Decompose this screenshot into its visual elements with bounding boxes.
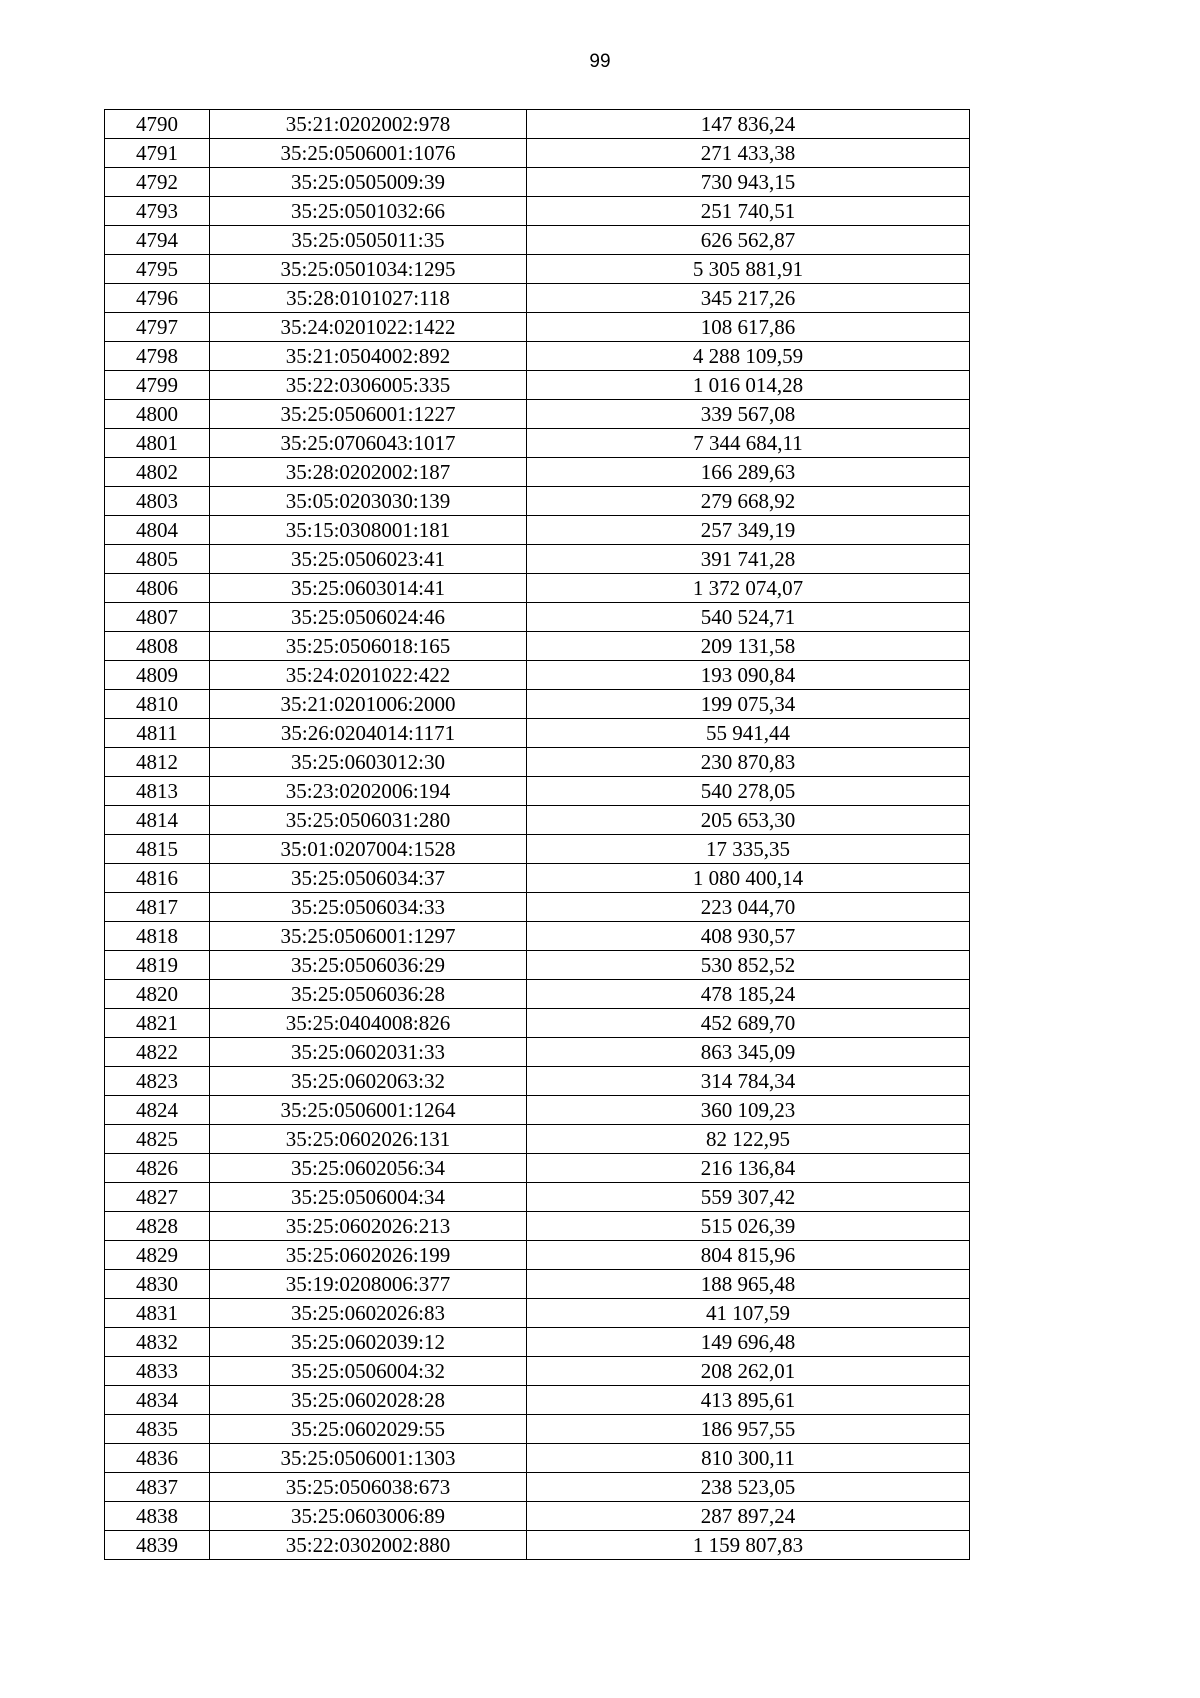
cadastral-number-cell: 35:21:0201006:2000 [210, 690, 527, 719]
table-row [105, 168, 970, 197]
row-number-cell: 4812 [105, 748, 210, 777]
table-row [105, 1009, 970, 1038]
table-row [105, 545, 970, 574]
row-number-cell: 4829 [105, 1241, 210, 1270]
cadastral-number-cell: 35:25:0404008:826 [210, 1009, 527, 1038]
cadastral-number-cell: 35:25:0506024:46 [210, 603, 527, 632]
cadastral-value-cell: 257 349,19 [527, 516, 970, 545]
row-number-cell: 4806 [105, 574, 210, 603]
table-row [105, 1067, 970, 1096]
cadastral-value-cell: 1 159 807,83 [527, 1531, 970, 1560]
row-number-cell: 4805 [105, 545, 210, 574]
cadastral-number-cell: 35:24:0201022:1422 [210, 313, 527, 342]
row-number-cell: 4796 [105, 284, 210, 313]
cadastral-value-cell: 251 740,51 [527, 197, 970, 226]
row-number-cell: 4790 [105, 110, 210, 139]
table-row [105, 342, 970, 371]
row-number-cell: 4793 [105, 197, 210, 226]
table-row [105, 1357, 970, 1386]
cadastral-value-cell: 287 897,24 [527, 1502, 970, 1531]
cadastral-number-cell: 35:19:0208006:377 [210, 1270, 527, 1299]
row-number-cell: 4821 [105, 1009, 210, 1038]
cadastral-value-cell: 4 288 109,59 [527, 342, 970, 371]
table-row [105, 835, 970, 864]
cadastral-number-cell: 35:25:0506038:673 [210, 1473, 527, 1502]
cadastral-value-cell: 55 941,44 [527, 719, 970, 748]
table-row [105, 806, 970, 835]
row-number-cell: 4804 [105, 516, 210, 545]
table-row [105, 1473, 970, 1502]
row-number-cell: 4823 [105, 1067, 210, 1096]
row-number-cell: 4797 [105, 313, 210, 342]
row-number-cell: 4813 [105, 777, 210, 806]
table-row [105, 1096, 970, 1125]
cadastral-number-cell: 35:25:0603014:41 [210, 574, 527, 603]
cadastral-number-cell: 35:21:0504002:892 [210, 342, 527, 371]
cadastral-value-cell: 530 852,52 [527, 951, 970, 980]
cadastral-value-cell: 238 523,05 [527, 1473, 970, 1502]
row-number-cell: 4836 [105, 1444, 210, 1473]
table-row [105, 313, 970, 342]
cadastral-value-cell: 41 107,59 [527, 1299, 970, 1328]
cadastral-number-cell: 35:25:0505011:35 [210, 226, 527, 255]
table-row [105, 1154, 970, 1183]
cadastral-number-cell: 35:25:0602026:199 [210, 1241, 527, 1270]
cadastral-number-cell: 35:26:0204014:1171 [210, 719, 527, 748]
table-row [105, 748, 970, 777]
row-number-cell: 4838 [105, 1502, 210, 1531]
cadastral-number-cell: 35:01:0207004:1528 [210, 835, 527, 864]
row-number-cell: 4792 [105, 168, 210, 197]
cadastral-number-cell: 35:25:0602039:12 [210, 1328, 527, 1357]
cadastral-value-cell: 7 344 684,11 [527, 429, 970, 458]
cadastral-value-cell: 149 696,48 [527, 1328, 970, 1357]
table-row [105, 1125, 970, 1154]
row-number-cell: 4791 [105, 139, 210, 168]
row-number-cell: 4814 [105, 806, 210, 835]
cadastral-number-cell: 35:25:0506034:33 [210, 893, 527, 922]
row-number-cell: 4800 [105, 400, 210, 429]
cadastral-value-cell: 216 136,84 [527, 1154, 970, 1183]
cadastral-number-cell: 35:25:0506001:1076 [210, 139, 527, 168]
cadastral-number-cell: 35:28:0202002:187 [210, 458, 527, 487]
row-number-cell: 4834 [105, 1386, 210, 1415]
table-row [105, 690, 970, 719]
cadastral-value-cell: 147 836,24 [527, 110, 970, 139]
row-number-cell: 4830 [105, 1270, 210, 1299]
row-number-cell: 4795 [105, 255, 210, 284]
table-row [105, 1038, 970, 1067]
cadastral-number-cell: 35:25:0506004:34 [210, 1183, 527, 1212]
cadastral-value-cell: 208 262,01 [527, 1357, 970, 1386]
cadastral-value-cell: 339 567,08 [527, 400, 970, 429]
cadastral-number-cell: 35:05:0203030:139 [210, 487, 527, 516]
table-row [105, 400, 970, 429]
table-row [105, 893, 970, 922]
cadastral-number-cell: 35:25:0602026:131 [210, 1125, 527, 1154]
cadastral-number-cell: 35:25:0506001:1227 [210, 400, 527, 429]
cadastral-number-cell: 35:25:0602056:34 [210, 1154, 527, 1183]
table-row [105, 458, 970, 487]
cadastral-value-cell: 186 957,55 [527, 1415, 970, 1444]
cadastral-number-cell: 35:25:0506004:32 [210, 1357, 527, 1386]
row-number-cell: 4831 [105, 1299, 210, 1328]
row-number-cell: 4826 [105, 1154, 210, 1183]
cadastral-number-cell: 35:25:0602029:55 [210, 1415, 527, 1444]
row-number-cell: 4824 [105, 1096, 210, 1125]
cadastral-value-cell: 1 080 400,14 [527, 864, 970, 893]
table-row [105, 1299, 970, 1328]
cadastral-number-cell: 35:23:0202006:194 [210, 777, 527, 806]
table-row [105, 226, 970, 255]
cadastral-number-cell: 35:22:0306005:335 [210, 371, 527, 400]
table-row [105, 255, 970, 284]
table-row [105, 777, 970, 806]
cadastral-value-cell: 5 305 881,91 [527, 255, 970, 284]
table-row [105, 516, 970, 545]
table-row [105, 603, 970, 632]
cadastral-number-cell: 35:25:0602026:213 [210, 1212, 527, 1241]
table-row [105, 980, 970, 1009]
cadastral-value-cell: 82 122,95 [527, 1125, 970, 1154]
cadastral-number-cell: 35:15:0308001:181 [210, 516, 527, 545]
table-row [105, 1241, 970, 1270]
table-row [105, 1183, 970, 1212]
row-number-cell: 4820 [105, 980, 210, 1009]
table-row [105, 284, 970, 313]
cadastral-value-cell: 540 278,05 [527, 777, 970, 806]
row-number-cell: 4822 [105, 1038, 210, 1067]
cadastral-value-cell: 1 016 014,28 [527, 371, 970, 400]
cadastral-value-cell: 391 741,28 [527, 545, 970, 574]
table-row [105, 922, 970, 951]
table-row [105, 1502, 970, 1531]
row-number-cell: 4837 [105, 1473, 210, 1502]
cadastral-number-cell: 35:25:0602063:32 [210, 1067, 527, 1096]
cadastral-number-cell: 35:25:0506036:28 [210, 980, 527, 1009]
cadastral-value-cell: 108 617,86 [527, 313, 970, 342]
row-number-cell: 4809 [105, 661, 210, 690]
row-number-cell: 4839 [105, 1531, 210, 1560]
cadastral-value-cell: 360 109,23 [527, 1096, 970, 1125]
cadastral-number-cell: 35:25:0602031:33 [210, 1038, 527, 1067]
row-number-cell: 4808 [105, 632, 210, 661]
table-row [105, 719, 970, 748]
row-number-cell: 4810 [105, 690, 210, 719]
row-number-cell: 4819 [105, 951, 210, 980]
cadastral-value-cell: 413 895,61 [527, 1386, 970, 1415]
row-number-cell: 4802 [105, 458, 210, 487]
cadastral-number-cell: 35:21:0202002:978 [210, 110, 527, 139]
cadastral-number-cell: 35:25:0506001:1264 [210, 1096, 527, 1125]
cadastral-number-cell: 35:25:0603006:89 [210, 1502, 527, 1531]
cadastral-value-cell: 345 217,26 [527, 284, 970, 313]
table-body [105, 110, 970, 1560]
cadastral-value-cell: 626 562,87 [527, 226, 970, 255]
table-row [105, 1386, 970, 1415]
row-number-cell: 4818 [105, 922, 210, 951]
table-row [105, 661, 970, 690]
cadastral-value-cell: 314 784,34 [527, 1067, 970, 1096]
row-number-cell: 4833 [105, 1357, 210, 1386]
table-row [105, 1270, 970, 1299]
cadastral-number-cell: 35:25:0506036:29 [210, 951, 527, 980]
table-row [105, 197, 970, 226]
row-number-cell: 4835 [105, 1415, 210, 1444]
row-number-cell: 4803 [105, 487, 210, 516]
row-number-cell: 4815 [105, 835, 210, 864]
cadastral-number-cell: 35:25:0506001:1303 [210, 1444, 527, 1473]
cadastral-number-cell: 35:25:0506031:280 [210, 806, 527, 835]
table-row [105, 951, 970, 980]
cadastral-value-cell: 1 372 074,07 [527, 574, 970, 603]
row-number-cell: 4798 [105, 342, 210, 371]
cadastral-number-cell: 35:25:0501032:66 [210, 197, 527, 226]
table-row [105, 139, 970, 168]
cadastral-number-cell: 35:25:0602026:83 [210, 1299, 527, 1328]
row-number-cell: 4828 [105, 1212, 210, 1241]
cadastral-value-cell: 810 300,11 [527, 1444, 970, 1473]
row-number-cell: 4817 [105, 893, 210, 922]
row-number-cell: 4832 [105, 1328, 210, 1357]
cadastral-value-cell: 515 026,39 [527, 1212, 970, 1241]
cadastral-value-cell: 205 653,30 [527, 806, 970, 835]
cadastral-value-cell: 230 870,83 [527, 748, 970, 777]
table-row [105, 1444, 970, 1473]
table-row [105, 1531, 970, 1560]
table-row [105, 371, 970, 400]
row-number-cell: 4811 [105, 719, 210, 748]
cadastral-number-cell: 35:25:0506023:41 [210, 545, 527, 574]
table-row [105, 429, 970, 458]
cadastral-value-cell: 209 131,58 [527, 632, 970, 661]
cadastral-value-table [104, 109, 970, 1560]
cadastral-value-cell: 193 090,84 [527, 661, 970, 690]
cadastral-number-cell: 35:25:0506018:165 [210, 632, 527, 661]
cadastral-value-cell: 863 345,09 [527, 1038, 970, 1067]
row-number-cell: 4816 [105, 864, 210, 893]
cadastral-value-cell: 17 335,35 [527, 835, 970, 864]
row-number-cell: 4827 [105, 1183, 210, 1212]
cadastral-value-cell: 559 307,42 [527, 1183, 970, 1212]
cadastral-value-cell: 271 433,38 [527, 139, 970, 168]
table-row [105, 110, 970, 139]
cadastral-number-cell: 35:25:0603012:30 [210, 748, 527, 777]
cadastral-value-cell: 804 815,96 [527, 1241, 970, 1270]
cadastral-value-cell: 730 943,15 [527, 168, 970, 197]
table-row [105, 487, 970, 516]
page-number: 99 [589, 51, 611, 72]
table-row [105, 632, 970, 661]
cadastral-number-cell: 35:24:0201022:422 [210, 661, 527, 690]
cadastral-value-cell: 199 075,34 [527, 690, 970, 719]
table-row [105, 1415, 970, 1444]
cadastral-value-cell: 166 289,63 [527, 458, 970, 487]
table-row [105, 864, 970, 893]
row-number-cell: 4807 [105, 603, 210, 632]
cadastral-number-cell: 35:25:0506034:37 [210, 864, 527, 893]
cadastral-number-cell: 35:25:0602028:28 [210, 1386, 527, 1415]
cadastral-number-cell: 35:25:0706043:1017 [210, 429, 527, 458]
cadastral-number-cell: 35:28:0101027:118 [210, 284, 527, 313]
row-number-cell: 4799 [105, 371, 210, 400]
table-row [105, 574, 970, 603]
table-row [105, 1328, 970, 1357]
cadastral-value-cell: 408 930,57 [527, 922, 970, 951]
cadastral-value-cell: 188 965,48 [527, 1270, 970, 1299]
cadastral-number-cell: 35:25:0506001:1297 [210, 922, 527, 951]
cadastral-number-cell: 35:25:0501034:1295 [210, 255, 527, 284]
row-number-cell: 4794 [105, 226, 210, 255]
row-number-cell: 4825 [105, 1125, 210, 1154]
cadastral-value-cell: 279 668,92 [527, 487, 970, 516]
cadastral-number-cell: 35:22:0302002:880 [210, 1531, 527, 1560]
cadastral-value-cell: 540 524,71 [527, 603, 970, 632]
row-number-cell: 4801 [105, 429, 210, 458]
cadastral-value-cell: 478 185,24 [527, 980, 970, 1009]
cadastral-value-cell: 223 044,70 [527, 893, 970, 922]
table-row [105, 1212, 970, 1241]
cadastral-value-cell: 452 689,70 [527, 1009, 970, 1038]
cadastral-number-cell: 35:25:0505009:39 [210, 168, 527, 197]
